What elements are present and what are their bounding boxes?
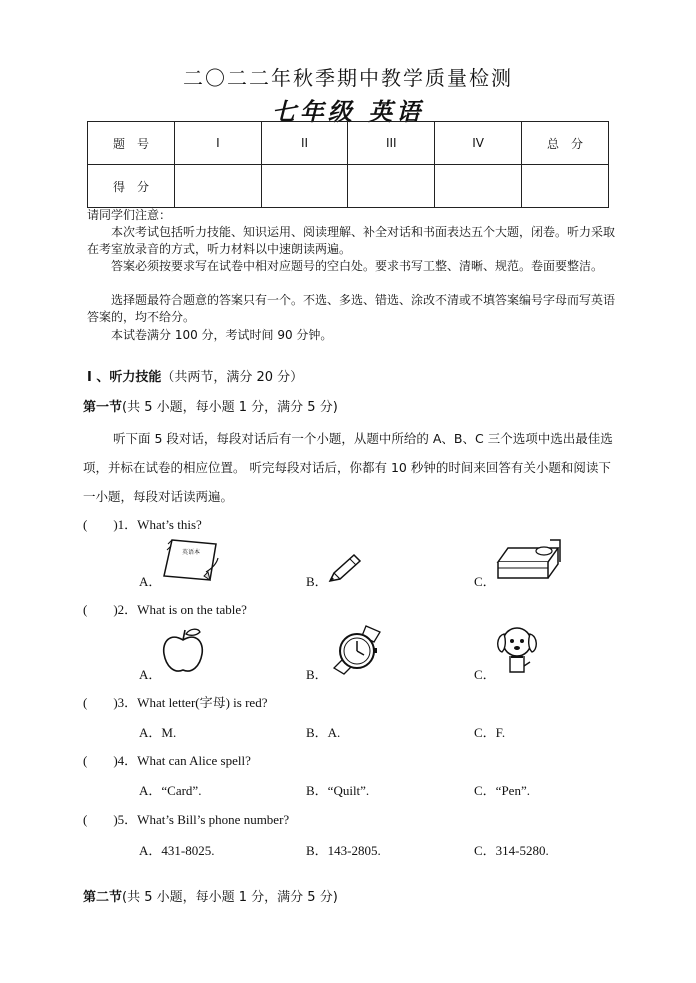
q3-option-c[interactable]: C．F. [474, 725, 506, 740]
score-input-row [88, 165, 609, 208]
q2-option-b[interactable]: B． [306, 667, 328, 682]
score-cell-part2: II [261, 122, 348, 165]
q5-option-c[interactable]: C．314-5280. [474, 843, 549, 858]
q3-option-a[interactable]: A．M. [139, 725, 177, 740]
q1-option-b[interactable]: B． [306, 574, 328, 589]
question-1-prefix: ( )1． [83, 517, 138, 532]
section1-heading [83, 396, 338, 415]
score-blank-1[interactable] [175, 165, 262, 208]
part1-title-suffix: （共两节，满分 20 分） [161, 370, 304, 385]
question-2-text: What is on the table? [137, 602, 247, 617]
page-subtitle: 七年级 英语 [271, 98, 425, 126]
q4-option-b[interactable]: B．“Quilt”. [306, 783, 370, 798]
question-4-prefix: ( )4． [83, 753, 138, 768]
question-4 [83, 750, 251, 769]
score-row-label: 得 分 [88, 165, 175, 208]
question-2-prefix: ( )2． [83, 602, 138, 617]
score-table [87, 121, 609, 208]
question-5-prefix: ( )5． [83, 812, 138, 827]
section2-title: 第二节 [83, 890, 123, 905]
q1-option-a[interactable]: A． [139, 574, 162, 589]
notebook-label: 英语本 [182, 549, 201, 556]
notebook-icon [160, 536, 224, 584]
page-title: 二〇二二年秋季期中教学质量检测 [183, 66, 513, 90]
q5-option-b[interactable]: B．143-2805. [306, 843, 381, 858]
question-5-text: What’s Bill’s phone number? [137, 812, 290, 827]
bed-icon [494, 536, 564, 584]
q4-option-c[interactable]: C．“Pen”. [474, 783, 530, 798]
section2-heading [83, 886, 338, 905]
q2-option-c[interactable]: C． [474, 667, 496, 682]
score-blank-3[interactable] [348, 165, 435, 208]
question-4-text: What can Alice spell? [137, 753, 251, 768]
score-cell-part1: I [175, 122, 262, 165]
notice-paragraph-2: 答案必须按要求写在试卷中相对应题号的空白处。要求书写工整、清晰、规范。卷面要整洁。 [111, 259, 604, 273]
watch-icon [330, 622, 388, 676]
score-cell-label: 题 号 [88, 122, 175, 165]
apple-icon [160, 626, 206, 676]
pencil-icon [326, 553, 362, 585]
score-blank-2[interactable] [261, 165, 348, 208]
q5-option-a[interactable]: A．431-8025. [139, 843, 215, 858]
q3-option-b[interactable]: B．A. [306, 725, 341, 740]
question-3 [83, 692, 267, 711]
q2-option-a[interactable]: A． [139, 667, 162, 682]
notice-paragraph-1: 本次考试包括听力技能、知识运用、阅读理解、补全对话和书面表达五个大题，闭卷。听力采取在考室放录音的方式，听力材料以中速朗读两遍。 [87, 225, 616, 256]
question-1 [83, 514, 202, 533]
notice-heading: 请同学们注意： [87, 208, 172, 222]
score-cell-part4: IV [435, 122, 522, 165]
question-3-text: What letter(字母) is red? [137, 695, 268, 710]
score-blank-total[interactable] [521, 165, 608, 208]
notice-paragraph-4: 本试卷满分 100 分，考试时间 90 分钟。 [111, 328, 333, 342]
question-1-text: What’s this? [137, 517, 202, 532]
q4-option-a[interactable]: A．“Card”. [139, 783, 202, 798]
section2-suffix: (共 5 小题，每小题 1 分，满分 5 分) [122, 890, 338, 905]
part1-heading [87, 366, 303, 385]
score-header-row [88, 122, 609, 165]
score-cell-total: 总 分 [521, 122, 608, 165]
dog-icon [494, 622, 540, 678]
question-5 [83, 809, 289, 828]
question-3-prefix: ( )3． [83, 695, 138, 710]
part1-title: I 、听力技能 [87, 370, 162, 385]
section1-title: 第一节 [83, 400, 123, 415]
score-cell-part3: III [348, 122, 435, 165]
q1-option-c[interactable]: C． [474, 574, 496, 589]
notice-paragraph-3: 选择题最符合题意的答案只有一个。不选、多选、错选、涂改不清或不填答案编号字母而写英语答案的，均不给分。 [87, 293, 616, 324]
section1-suffix: (共 5 小题，每小题 1 分，满分 5 分) [122, 400, 338, 415]
section1-instructions: 听下面 5 段对话，每段对话后有一个小题，从题中所给的 A、B、C 三个选项中选出最佳选项，并标在试卷的相应位置。 听完每段对话后，你都有 10 秒钟的时间来回答有关小题和阅读下一小题，每段对话读两遍。 [83, 431, 613, 504]
question-2 [83, 599, 247, 618]
score-blank-4[interactable] [435, 165, 522, 208]
